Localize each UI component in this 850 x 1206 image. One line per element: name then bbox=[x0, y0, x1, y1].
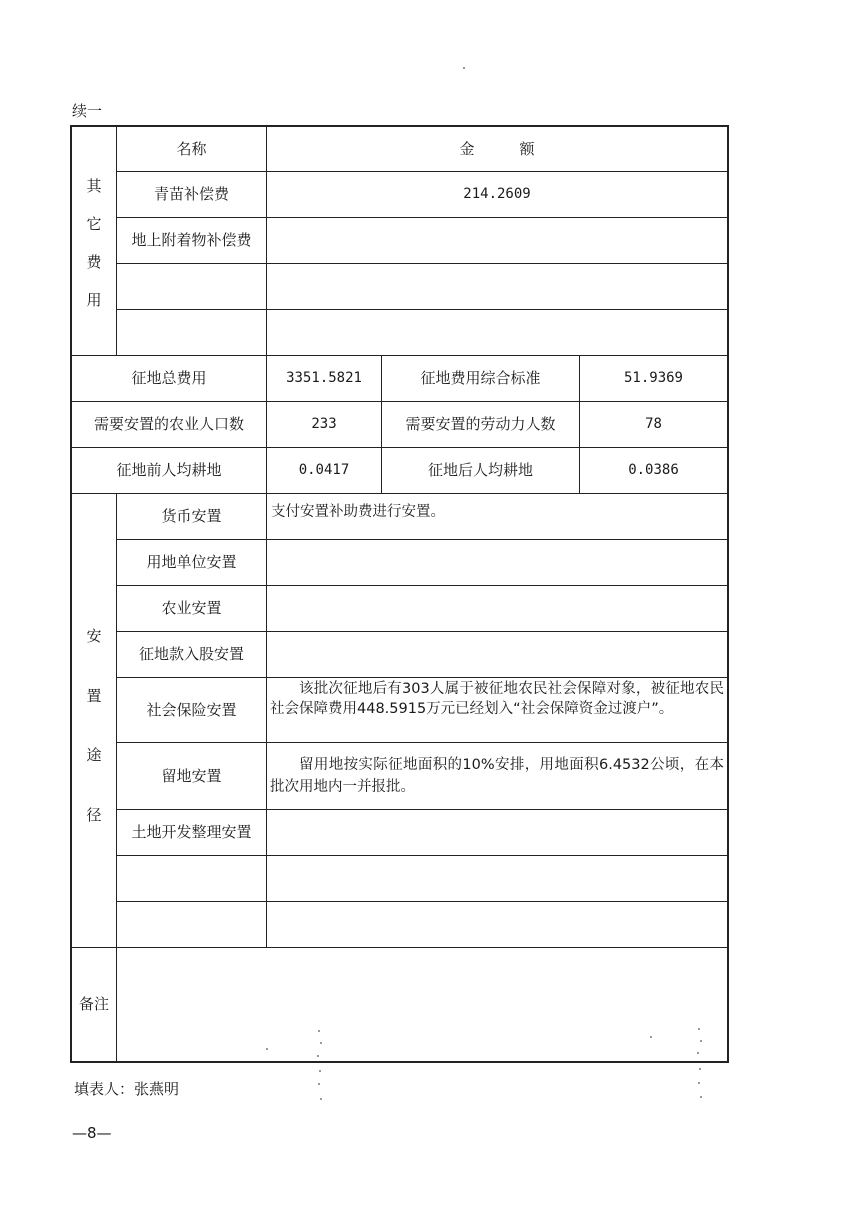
section-char: 径 bbox=[86, 805, 102, 824]
section-char: 安 bbox=[86, 627, 102, 645]
summary-value: 51.9369 bbox=[623, 370, 683, 386]
summary-label: 征地前人均耕地 bbox=[116, 461, 222, 480]
resettlement-method-content bbox=[271, 540, 723, 585]
fee-amount-cell bbox=[267, 310, 727, 355]
section-char: 用 bbox=[86, 291, 102, 309]
resettlement-method-name: 社会保险安置 bbox=[146, 700, 237, 719]
amount-column-header: 金 额 bbox=[459, 139, 535, 158]
summary-value: 0.0386 bbox=[628, 462, 679, 478]
other-fees-section-label bbox=[72, 175, 116, 310]
resettlement-method-name: 农业安置 bbox=[161, 599, 222, 618]
fee-name-cell bbox=[117, 264, 266, 309]
summary-label: 征地总费用 bbox=[131, 369, 207, 388]
fee-amount-cell: 214.2609 bbox=[463, 186, 531, 202]
remarks-content bbox=[121, 952, 721, 1057]
resettlement-method-content bbox=[271, 856, 723, 901]
section-char: 其 bbox=[86, 177, 102, 195]
summary-value: 78 bbox=[645, 416, 662, 432]
summary-label: 需要安置的劳动力人数 bbox=[405, 415, 556, 434]
resettlement-method-name bbox=[117, 902, 266, 947]
summary-value: 233 bbox=[311, 416, 337, 432]
resettlement-method-content: 该批次征地后有303人属于被征地农民社会保障对象，被征地农民社会保障费用448.5915万元已经划入“社会保障资金过渡户”。 bbox=[270, 681, 724, 717]
resettlement-method-name: 土地开发整理安置 bbox=[131, 823, 252, 842]
resettlement-method-content bbox=[271, 586, 723, 631]
section-char: 它 bbox=[86, 215, 102, 233]
fee-amount-cell bbox=[267, 264, 727, 309]
remarks-label: 备注 bbox=[78, 995, 109, 1014]
fee-name-cell: 地上附着物补偿费 bbox=[131, 231, 252, 250]
name-column-header: 名称 bbox=[176, 139, 207, 158]
resettlement-method-name: 征地款入股安置 bbox=[138, 645, 244, 664]
resettlement-method-content bbox=[271, 902, 723, 947]
page-number: —8— bbox=[72, 1124, 112, 1142]
resettlement-method-content bbox=[271, 810, 723, 855]
fee-name-cell bbox=[117, 310, 266, 355]
resettlement-method-content: 支付安置补助费进行安置。 bbox=[271, 504, 445, 520]
section-char: 置 bbox=[86, 686, 102, 705]
fee-amount-cell bbox=[267, 218, 727, 263]
summary-label: 征地后人均耕地 bbox=[427, 461, 533, 480]
resettlement-method-name bbox=[117, 856, 266, 901]
summary-value: 0.0417 bbox=[298, 462, 350, 478]
section-char: 途 bbox=[86, 746, 102, 765]
summary-label: 征地费用综合标准 bbox=[420, 369, 541, 388]
resettlement-method-content: 留用地按实际征地面积的10%安排，用地面积6.4532公顷，在本批次用地内一并报批。 bbox=[270, 757, 724, 795]
resettlement-section-label bbox=[72, 625, 116, 825]
form-filler: 填表人：张燕明 bbox=[74, 1080, 180, 1098]
resettlement-method-name: 用地单位安置 bbox=[146, 553, 237, 572]
resettlement-method-content bbox=[271, 632, 723, 677]
continuation-label: 续一 bbox=[72, 102, 103, 120]
resettlement-method-name: 货币安置 bbox=[161, 507, 222, 526]
resettlement-method-name: 留地安置 bbox=[161, 766, 222, 785]
summary-value: 3351.5821 bbox=[286, 370, 362, 386]
summary-label: 需要安置的农业人口数 bbox=[93, 415, 244, 434]
fee-name-cell: 青苗补偿费 bbox=[153, 185, 229, 204]
section-char: 费 bbox=[86, 253, 102, 271]
